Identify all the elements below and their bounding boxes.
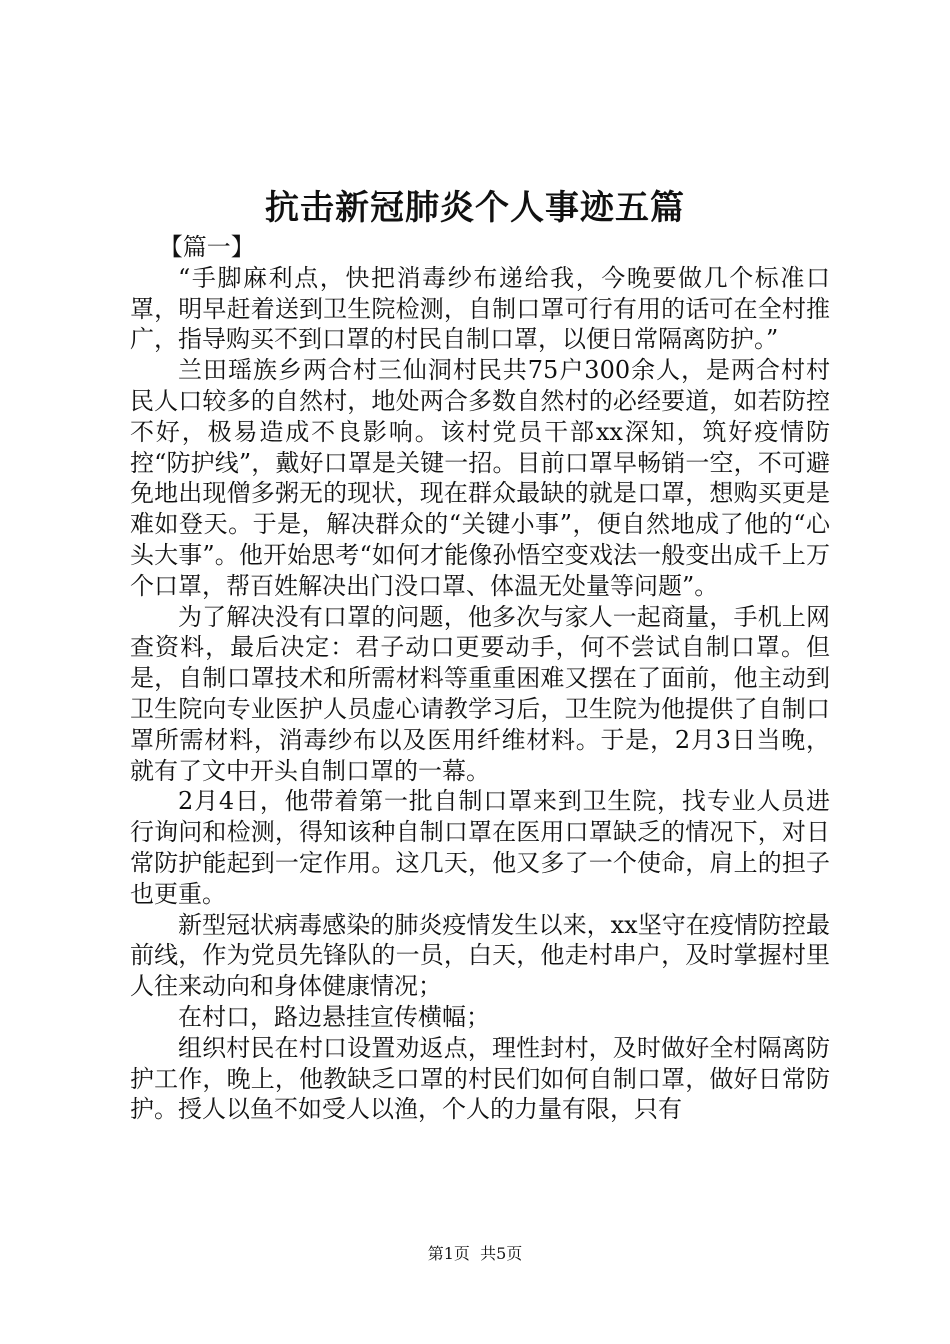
footer-spacer: [470, 1244, 480, 1263]
page-footer: [0, 1242, 950, 1266]
document-body: [130, 232, 830, 1125]
paragraph: 2月4日，他带着第一批自制口罩来到卫生院，找专业人员进行询问和检测，得知该种自制口罩在医用口罩缺乏的情况下，对日常防护能起到一定作用。这几天，他又多了一个使命，肩上的担子也更重。: [130, 787, 830, 908]
paragraph: 兰田瑶族乡两合村三仙洞村民共75户300余人，是两合村村民人口较多的自然村，地处两合多数自然村的必经要道，如若防控不好，极易造成不良影响。该村党员干部xx深知，筑好疫情防控“防护线”，戴好口罩是关键一招。目前口罩早畅销一空，不可避免地出现僧多粥无的现状，现在群众最缺的就是口罩，想购买更是难如登天。于是，解决群众的“关键小事”，便自然地成了他的“心头大事”。他开始思考“如何才能像孙悟空变戏法一般变出成千上万个口罩，帮百姓解决出门没口罩、体温无处量等问题”。: [130, 356, 830, 600]
paragraph: 新型冠状病毒感染的肺炎疫情发生以来，xx坚守在疫情防控最前线，作为党员先锋队的一员，白天，他走村串户，及时掌握村里人往来动向和身体健康情况；: [130, 910, 830, 1001]
paragraph: “手脚麻利点，快把消毒纱布递给我，今晚要做几个标准口罩，明早赶着送到卫生院检测，自制口罩可行有用的话可在全村推广，指导购买不到口罩的村民自制口罩，以便日常隔离防护。”: [130, 263, 830, 354]
document-title: 抗击新冠肺炎个人事迹五篇: [265, 188, 685, 228]
paragraph: 为了解决没有口罩的问题，他多次与家人一起商量，手机上网查资料，最后决定：君子动口更要动手，何不尝试自制口罩。但是，自制口罩技术和所需材料等重重困难又摆在了面前，他主动到卫生院向专业医护人员虚心请教学习后，卫生院为他提供了自制口罩所需材料，消毒纱布以及医用纤维材料。于是，2月3日当晚，就有了文中开头自制口罩的一幕。: [130, 602, 830, 785]
paragraph: 在村口，路边悬挂宣传横幅；: [178, 1002, 490, 1031]
page-total: 共5页: [480, 1244, 523, 1263]
section-heading: 【篇一】: [158, 233, 255, 261]
page-number: 第1页: [427, 1244, 470, 1263]
paragraph: 组织村民在村口设置劝返点，理性封村，及时做好全村隔离防护工作，晚上，他教缺乏口罩的村民们如何自制口罩，做好日常防护。授人以鱼不如受人以渔，个人的力量有限，只有: [130, 1033, 830, 1124]
